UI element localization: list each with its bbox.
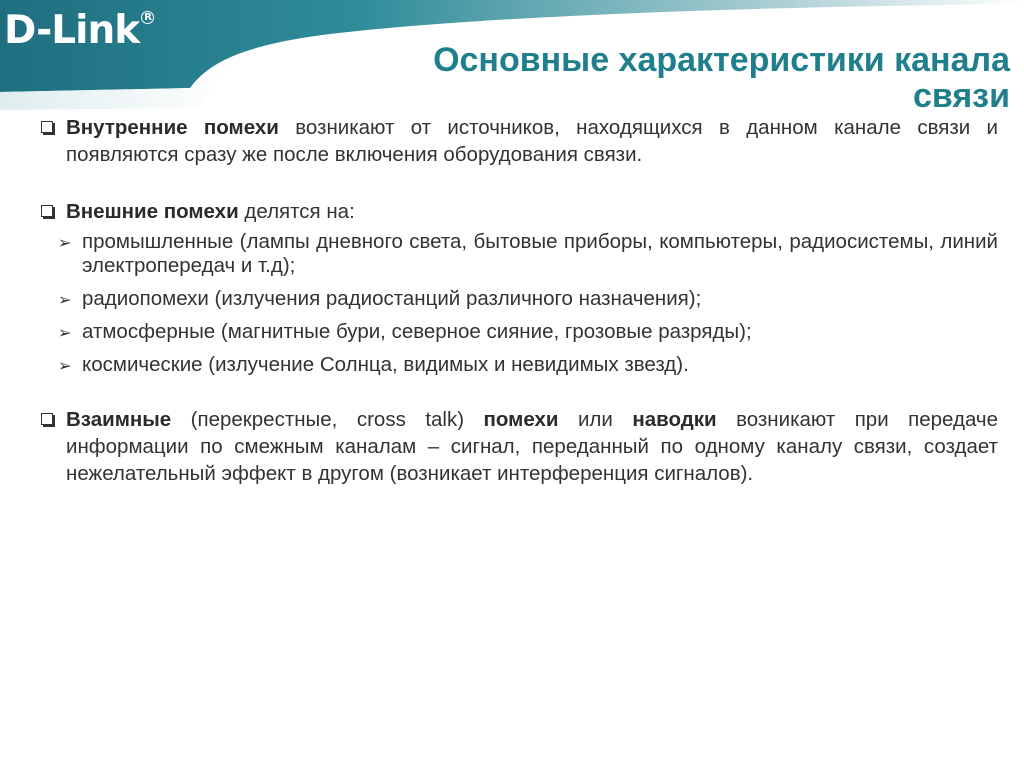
list-item-text: космические (излучение Солнца, видимых и невидимых звезд). bbox=[82, 353, 689, 376]
registered-mark-icon: R bbox=[141, 11, 154, 24]
arrow-bullet-icon: ➢ bbox=[58, 358, 72, 375]
content-area bbox=[40, 114, 998, 487]
list-item-text: атмосферные (магнитные бури, северное сияние, грозовые разряды); bbox=[82, 320, 752, 343]
list-item bbox=[40, 230, 998, 278]
square-bullet-icon bbox=[41, 413, 53, 425]
bullet-3-text-1: (перекрестные, cross talk) bbox=[171, 408, 484, 431]
list-item bbox=[40, 320, 998, 344]
square-bullet-icon bbox=[41, 121, 53, 133]
list-item bbox=[40, 287, 998, 311]
bullet-3-bold-2: помехи bbox=[483, 408, 559, 431]
page-title bbox=[250, 42, 1010, 114]
arrow-bullet-icon: ➢ bbox=[58, 292, 72, 309]
bullet-3-text-2: или bbox=[558, 408, 633, 431]
bullet-external-noise bbox=[40, 198, 998, 225]
arrow-bullet-icon: ➢ bbox=[58, 235, 72, 252]
external-noise-list bbox=[40, 230, 998, 377]
bullet-1-bold: Внутренние помехи bbox=[66, 116, 279, 139]
bullet-2-bold: Внешние помехи bbox=[66, 200, 239, 223]
title-line-1: Основные характеристики канала bbox=[433, 41, 1010, 79]
list-item bbox=[40, 353, 998, 377]
bullet-1-text: возникают от источников, находящихся в данном канале связи и появляются сразу же после включения оборудования связи. bbox=[66, 116, 998, 166]
list-item-text: промышленные (лампы дневного света, бытовые приборы, компьютеры, радиосистемы, линий электропередач и т.д); bbox=[82, 230, 998, 277]
bullet-crosstalk-noise bbox=[40, 406, 998, 487]
bullet-3-bold-1: Взаимные bbox=[66, 408, 172, 431]
bullet-3-bold-3: наводки bbox=[632, 408, 717, 431]
logo-text: D-Link bbox=[4, 8, 140, 53]
bullet-2-text: делятся на: bbox=[238, 200, 355, 223]
square-bullet-icon bbox=[41, 205, 53, 217]
d-link-logo bbox=[4, 8, 152, 53]
bullet-internal-noise bbox=[40, 114, 998, 168]
bullet-3-text-3: возникают при передаче информации по смежным каналам – сигнал, переданный по одному каналу связи, создает нежелательный эффект в другом (возникает интерференция сигналов). bbox=[66, 408, 998, 485]
list-item-text: радиопомехи (излучения радиостанций различного назначения); bbox=[82, 287, 702, 310]
arrow-bullet-icon: ➢ bbox=[58, 325, 72, 342]
title-line-2: связи bbox=[912, 77, 1010, 115]
